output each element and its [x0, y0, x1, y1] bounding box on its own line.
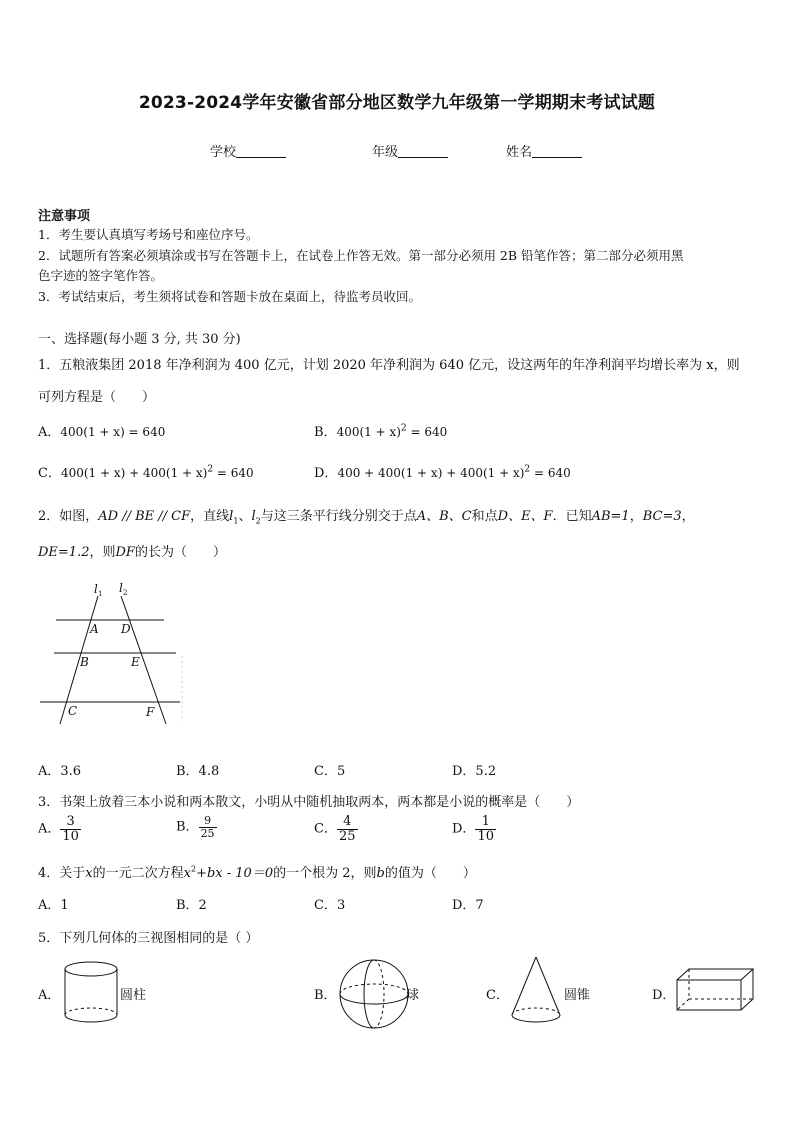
- text: 的一个根为 2，则: [273, 866, 377, 881]
- sphere-figure: [336, 958, 412, 1030]
- text: 的值为（ ）: [384, 866, 476, 881]
- label-point-d: D: [121, 622, 131, 636]
- cuboid-figure: [676, 966, 756, 1012]
- line-l1: [60, 596, 98, 724]
- q3-option-a[interactable]: [38, 815, 81, 843]
- option-math: 400 + 400(1 + x) + 400(1 + x): [337, 466, 525, 480]
- school-label: 学校: [210, 145, 237, 160]
- numerator: 9: [199, 815, 217, 828]
- option-math: = 640: [530, 466, 571, 480]
- label-l1-sub: 1: [98, 590, 103, 598]
- math: DE=1.2: [38, 545, 90, 560]
- q1-option-d[interactable]: [314, 462, 571, 481]
- text: 的一元二次方程: [92, 866, 184, 881]
- label-l1: l: [94, 582, 98, 596]
- q4-option-a[interactable]: A．1: [38, 898, 69, 913]
- cone-figure: [508, 954, 564, 1028]
- option-label: D．: [314, 466, 338, 481]
- option-math: = 640: [213, 466, 254, 480]
- q1-option-a[interactable]: [38, 421, 165, 440]
- label-point-b: B: [80, 655, 89, 669]
- math: A、B、C: [416, 509, 472, 524]
- section-heading: 一、选择题(每小题 3 分, 共 30 分): [38, 332, 241, 347]
- q4-option-c[interactable]: C．3: [314, 898, 346, 913]
- page-title: 2023-2024学年安徽省部分地区数学九年级第一学期期末考试试题: [138, 93, 656, 113]
- q3-option-d[interactable]: [452, 815, 496, 843]
- label-l2-sub: 2: [123, 589, 128, 597]
- option-label: C．: [38, 466, 61, 481]
- label-l2: l: [119, 581, 123, 595]
- q2-stem-line1: [38, 505, 695, 526]
- name-field: [506, 141, 582, 160]
- q2-stem-line2: [38, 541, 226, 560]
- fraction: [475, 815, 496, 843]
- fraction: [337, 815, 358, 843]
- q5-option-b-label[interactable]: B．: [314, 988, 337, 1003]
- q5-option-d-label[interactable]: D．: [652, 988, 676, 1003]
- note-item: 色字迹的签字笔作答。: [38, 268, 164, 283]
- option-label: C．: [314, 821, 337, 837]
- option-math: 400(1 + x) = 640: [60, 425, 166, 439]
- text: 的长为（ ）: [134, 545, 226, 560]
- text: ．已知: [552, 509, 592, 524]
- q4-stem: [38, 862, 476, 881]
- q3-stem: 3．书架上放着三本小说和两本散文，小明从中随机抽取两本，两本都是小说的概率是（ ）: [38, 795, 580, 810]
- grade-label: 年级: [372, 145, 399, 160]
- text: ，则: [89, 545, 116, 560]
- math: +bx - 10＝0: [196, 866, 274, 881]
- q5-stem: 5．下列几何体的三视图相同的是（ ）: [38, 931, 259, 946]
- q1-stem-line1: 1．五粮液集团 2018 年净利润为 400 亿元，计划 2020 年净利润为 640 亿元，设这两年的年净利润平均增长率为 x，则: [38, 358, 740, 373]
- name-blank: [532, 144, 582, 158]
- q4-option-b[interactable]: B．2: [176, 898, 207, 913]
- q1-option-c[interactable]: [38, 462, 254, 481]
- text: 、: [238, 509, 252, 524]
- text: ，: [629, 509, 643, 524]
- label-point-c: C: [68, 704, 78, 718]
- grade-blank: [398, 144, 448, 158]
- q5-option-b-name: 球: [406, 988, 420, 1003]
- note-item: 3．考试结束后，考生须将试卷和答题卡放在桌面上，待监考员收回。: [38, 289, 421, 304]
- math: BC=3: [642, 509, 682, 524]
- cylinder-figure: [62, 958, 122, 1028]
- math-sub: 2: [255, 516, 261, 526]
- denominator: 25: [200, 826, 215, 840]
- grade-field: [372, 141, 448, 160]
- q5-option-a-label[interactable]: A．: [38, 988, 61, 1003]
- denominator: 25: [338, 828, 356, 844]
- numerator: 4: [337, 815, 358, 830]
- text: 和点: [471, 509, 498, 524]
- denominator: 10: [477, 828, 494, 844]
- q2-option-c[interactable]: C．5: [314, 764, 346, 779]
- math: AD // BE // CF: [98, 509, 191, 524]
- math: DF: [115, 545, 135, 560]
- note-item: 2．试题所有答案必须填涂或书写在答题卡上，在试卷上作答无效。第一部分必须用 2B 铅笔作答；第二部分必须用黑: [38, 248, 684, 263]
- option-exponent: 2: [524, 464, 531, 475]
- math: D、E、F: [497, 509, 553, 524]
- option-exponent: 2: [207, 464, 214, 475]
- q3-option-c[interactable]: [314, 815, 358, 843]
- fraction: [60, 815, 81, 843]
- q5-option-c-label[interactable]: C．: [486, 988, 509, 1003]
- option-exponent: 2: [400, 423, 407, 434]
- text: ，直线: [190, 509, 230, 524]
- label-point-e: E: [131, 655, 140, 669]
- math: AB=1: [591, 509, 630, 524]
- text: 4．关于: [38, 866, 86, 881]
- option-label: D．: [452, 821, 476, 837]
- option-label: B．: [176, 819, 199, 835]
- option-label: A．: [38, 425, 61, 440]
- note-item: 1．考生要认真填写考场号和座位序号。: [38, 227, 259, 242]
- option-label: A．: [38, 821, 61, 837]
- name-label: 姓名: [506, 145, 533, 160]
- option-math: 400(1 + x) + 400(1 + x): [60, 466, 208, 480]
- math: l: [229, 509, 234, 524]
- q1-stem-line2: 可列方程是（ ）: [38, 390, 156, 405]
- option-label: B．: [314, 425, 337, 440]
- numerator: 3: [60, 815, 81, 830]
- math: b: [376, 866, 385, 881]
- math: x: [183, 866, 191, 881]
- q2-option-b[interactable]: B．4.8: [176, 764, 220, 779]
- math-sup: 2: [190, 864, 197, 874]
- q2-option-d[interactable]: D．5.2: [452, 764, 497, 779]
- text: 与这三条平行线分别交于点: [260, 509, 417, 524]
- math: x: [85, 866, 93, 881]
- numerator: 1: [475, 815, 496, 830]
- option-math: 400(1 + x): [336, 425, 401, 439]
- text: ，: [681, 509, 695, 524]
- text: 2．如图，: [38, 509, 99, 524]
- label-point-f: F: [146, 705, 155, 719]
- label-point-a: A: [90, 622, 99, 636]
- q2-option-a[interactable]: A．3.6: [38, 764, 82, 779]
- line-l2: [121, 596, 166, 724]
- q5-option-c-name: 圆锥: [564, 988, 591, 1003]
- q3-option-b[interactable]: [176, 815, 217, 839]
- denominator: 10: [62, 828, 79, 844]
- parallel-lines-figure: [38, 578, 188, 733]
- q1-option-b[interactable]: [314, 421, 447, 440]
- fraction: [199, 815, 217, 839]
- notes-heading: 注意事项: [38, 209, 91, 224]
- option-math: = 640: [406, 425, 448, 439]
- q4-option-d[interactable]: D．7: [452, 898, 484, 913]
- school-blank: [236, 144, 286, 158]
- school-field: [210, 141, 286, 160]
- q5-option-a-name: 圆柱: [120, 988, 147, 1003]
- math: l: [251, 509, 256, 524]
- math-sub: 1: [233, 516, 239, 526]
